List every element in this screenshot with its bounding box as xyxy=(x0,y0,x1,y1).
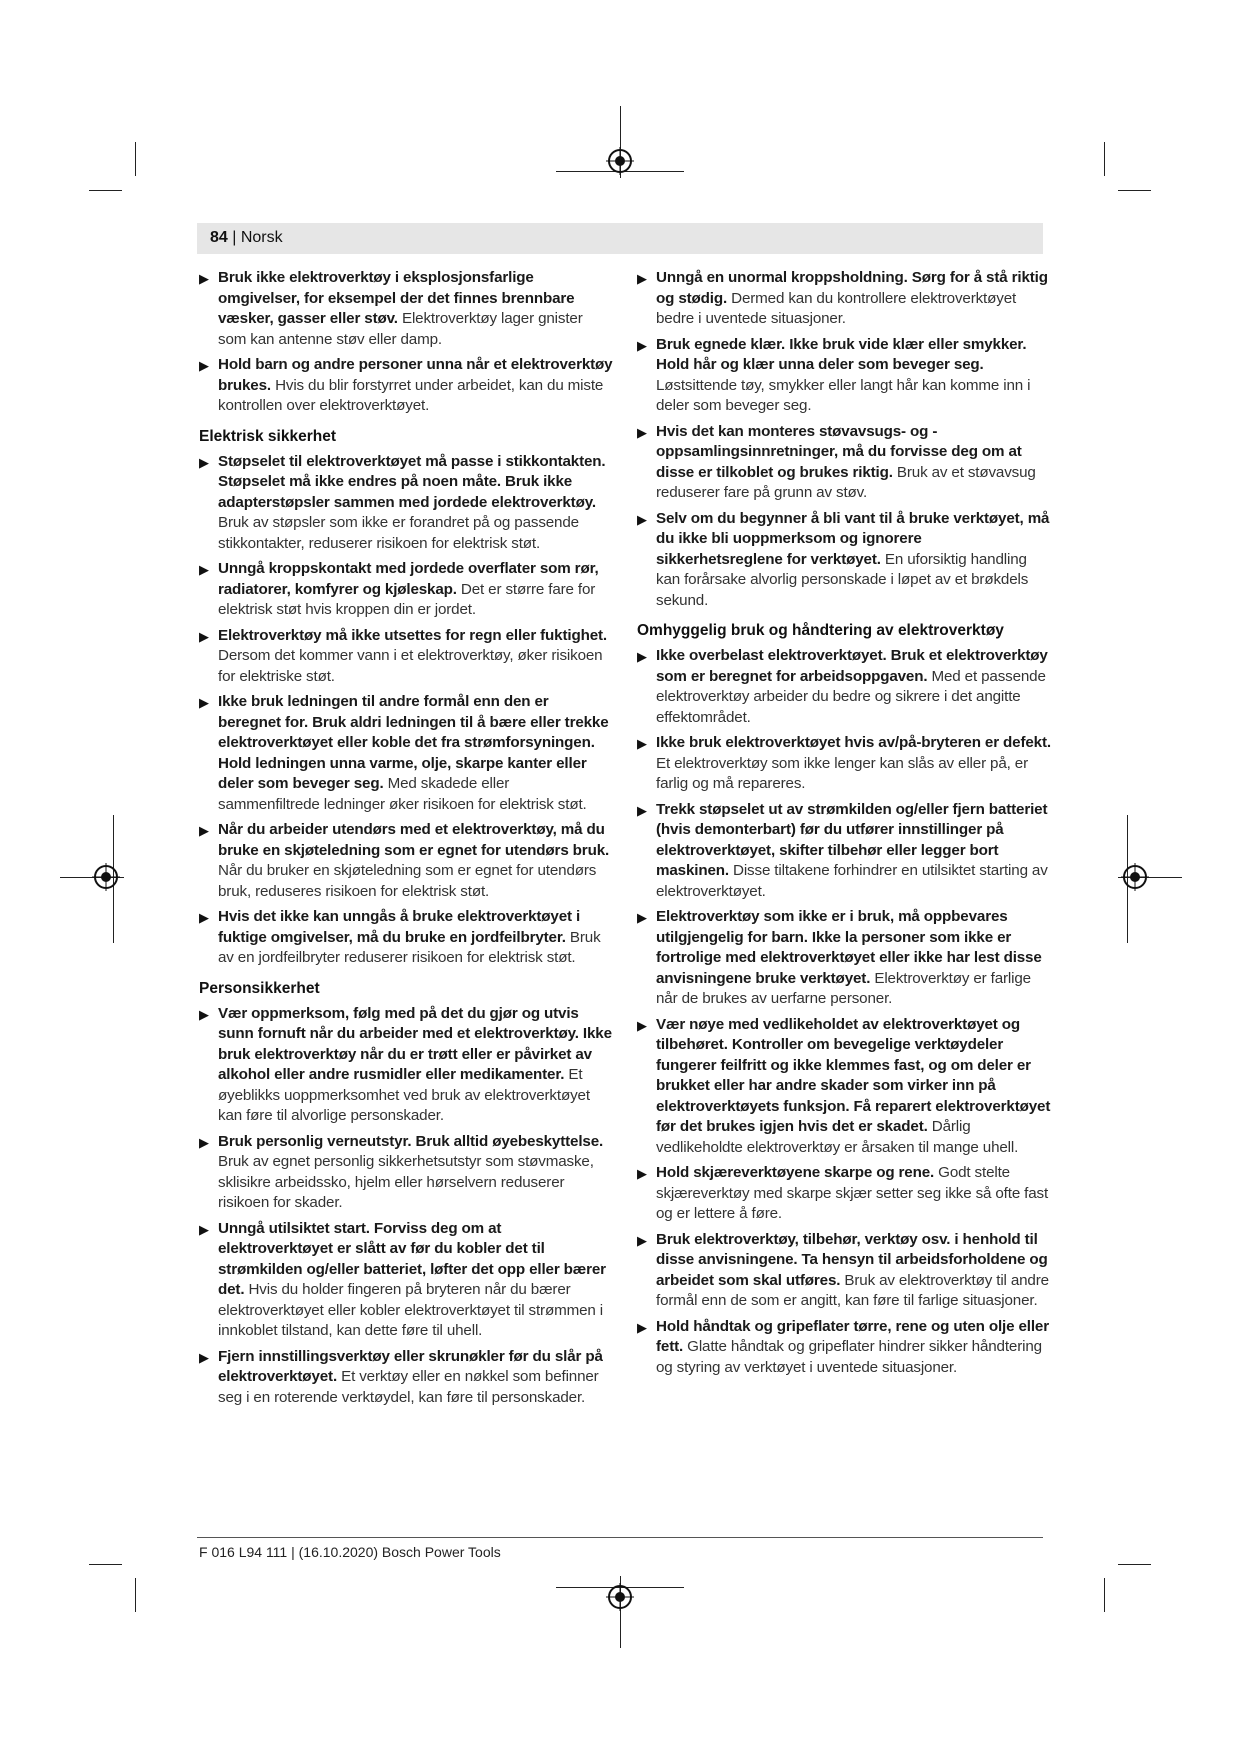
instruction-bold-text: Unngå en unormal kroppsholdning. Sørg for å stå riktig og stødig. xyxy=(656,269,1048,307)
instruction-explanation-text: Når du bruker en skjøteledning som er egnet for utendørs bruk, reduseres risikoen for elektrisk støt. xyxy=(218,862,597,900)
instruction-bold-text: Støpselet til elektroverktøyet må passe i stikkontakten. Støpselet må ikke endres på noen måte. Bruk ikke adapterstøpsler sammen med jordede elektroverktøy. xyxy=(218,452,606,511)
header-language: Norsk xyxy=(240,229,283,246)
instruction-bold-text: Bruk egnede klær. Ikke bruk vide klær eller smykker. Hold hår og klær unna deler som beveger seg. xyxy=(656,335,1027,373)
crop-mark xyxy=(1104,142,1105,176)
page-number: 84 xyxy=(210,229,228,246)
instruction-explanation-text: Hvis du blir forstyrret under arbeidet, kan du miste kontrollen over elektroverktøyet. xyxy=(218,376,604,414)
safety-instruction xyxy=(199,355,614,417)
instruction-bold-text: Ikke overbelast elektroverktøyet. Bruk et elektroverktøy som er beregnet for arbeidsoppgaven. xyxy=(656,647,1048,685)
bullet-arrow-icon: ▶ xyxy=(199,695,209,710)
bullet-arrow-icon: ▶ xyxy=(199,1134,209,1150)
page-header xyxy=(210,228,283,248)
left-column xyxy=(199,268,614,1413)
bullet-arrow-icon: ▶ xyxy=(199,1221,209,1237)
bullet-arrow-icon: ▶ xyxy=(199,358,209,373)
safety-instruction xyxy=(637,1163,1052,1225)
instruction-bold-text: Hold håndtak og gripeflater tørre, rene og uten olje eller fett. xyxy=(656,1317,1049,1355)
crop-mark xyxy=(1118,190,1151,191)
instruction-explanation-text: Et øyeblikks uoppmerksomhet ved bruk av elektroverktøyet kan føre til alvorlige personskader. xyxy=(218,1066,590,1124)
registration-target-icon xyxy=(92,863,120,891)
bullet-arrow-icon: ▶ xyxy=(637,511,647,527)
crop-mark xyxy=(135,142,136,176)
safety-instruction xyxy=(199,1347,614,1409)
safety-instruction xyxy=(199,820,614,902)
crop-mark xyxy=(89,1564,122,1565)
instruction-bold-text: Vær oppmerksom, følg med på det du gjør og utvis sunn fornuft når du arbeider med et elektroverktøy. Ikke bruk elektroverktøy når du er trøtt eller er påvirket av alkohol eller andre rusmidler eller medikamenter. xyxy=(218,1004,612,1083)
instruction-explanation-text: Et elektroverktøy som ikke lenger kan slås av eller på, er farlig og må repareres. xyxy=(656,754,1028,792)
bullet-arrow-icon: ▶ xyxy=(637,910,647,925)
instruction-explanation-text: Med et passende elektroverktøy arbeider du bedre og sikrere i det angitte effektområdet. xyxy=(656,667,1046,726)
bullet-arrow-icon: ▶ xyxy=(637,1319,647,1335)
instruction-explanation-text: Løstsittende tøy, smykker eller langt hår kan komme inn i deler som beveger seg. xyxy=(656,376,1031,414)
instruction-explanation-text: Bruk av et støvavsug reduserer fare på grunn av støv. xyxy=(656,463,1036,501)
bullet-arrow-icon: ▶ xyxy=(637,1232,647,1248)
instruction-explanation-text: Det er større fare for elektrisk støt hvis kroppen din er jordet. xyxy=(218,580,596,618)
instruction-bold-text: Unngå kroppskontakt med jordede overflater som rør, radiatorer, komfyrer og kjøleskap. xyxy=(218,560,599,598)
safety-instruction xyxy=(199,1219,614,1342)
bullet-arrow-icon: ▶ xyxy=(199,454,209,470)
section-heading: Elektrisk sikkerhet xyxy=(199,427,337,445)
bullet-arrow-icon: ▶ xyxy=(199,271,209,286)
instruction-explanation-text: Godt stelte skjæreverktøy med skarpe skjær setter seg ikke så ofte fast og er lettere å føre. xyxy=(656,1164,1049,1222)
crop-mark xyxy=(89,190,122,191)
right-column xyxy=(637,268,1052,1383)
instruction-explanation-text: Bruk av støpsler som ikke er forandret på og passende stikkontakter, reduserer risikoen for elektrisk støt. xyxy=(218,514,579,552)
instruction-bold-text: Bruk personlig verneutstyr. Bruk alltid øyebeskyttelse. xyxy=(218,1132,604,1150)
instruction-explanation-text: Elektroverktøy er farlige når de brukes av uerfarne personer. xyxy=(656,969,1031,1007)
instruction-explanation-text: Dermed kan du kontrollere elektroverktøyet bedre i uventede situasjoner. xyxy=(656,289,1017,327)
instruction-bold-text: Fjern innstillingsverktøy eller skrunøkler før du slår på elektroverktøyet. xyxy=(218,1347,603,1385)
page-footer: F 016 L94 111 | (16.10.2020) Bosch Power Tools xyxy=(199,1544,501,1560)
footer-rule xyxy=(197,1537,1043,1538)
instruction-bold-text: Trekk støpselet ut av strømkilden og/eller fjern batteriet (hvis demonterbart) før du utfører innstillinger på elektroverktøyet, skifter tilbehør eller legger bort maskinen. xyxy=(656,800,1048,879)
instruction-bold-text: Hvis det ikke kan unngås å bruke elektroverktøyet i fuktige omgivelser, må du bruke en jordfeilbryter. xyxy=(218,908,581,946)
instruction-bold-text: Selv om du begynner å bli vant til å bruke verktøyet, må du ikke bli uoppmerksom og ignorere sikkerhetsreglene for verktøyet. xyxy=(656,509,1050,568)
safety-instruction xyxy=(637,1015,1052,1159)
instruction-bold-text: Ikke bruk elektroverktøyet hvis av/på-bryteren er defekt. xyxy=(656,734,1051,751)
bullet-arrow-icon: ▶ xyxy=(637,649,647,664)
bullet-arrow-icon: ▶ xyxy=(199,1006,209,1022)
bullet-arrow-icon: ▶ xyxy=(637,337,647,353)
instruction-explanation-text: Bruk av en jordfeilbryter reduserer risikoen for elektrisk støt. xyxy=(218,928,601,966)
instruction-explanation-text: Hvis du holder fingeren på bryteren når du bærer elektroverktøyet eller kobler elektroverktøyet til strømmen i innkoblet tilstand, kan dette føre til uhell. xyxy=(218,1281,603,1339)
bullet-arrow-icon: ▶ xyxy=(637,1017,647,1033)
instruction-explanation-text: Glatte håndtak og gripeflater hindrer sikker håndtering og styring av verktøyet i uventede situasjoner. xyxy=(656,1338,1042,1376)
page-header-bar xyxy=(197,223,1043,254)
bullet-arrow-icon: ▶ xyxy=(199,562,209,577)
safety-instruction xyxy=(199,1004,614,1127)
instruction-explanation-text: Med skadede eller sammenfiltrede ledninger øker risikoen for elektrisk støt. xyxy=(218,775,587,813)
instruction-explanation-text: Et verktøy eller en nøkkel som befinner seg i en roterende verktøydel, kan føre til personskader. xyxy=(218,1368,599,1406)
bullet-arrow-icon: ▶ xyxy=(199,1349,209,1365)
instruction-explanation-text: Disse tiltakene forhindrer en utilsiktet starting av elektroverktøyet. xyxy=(656,862,1048,900)
registration-target-icon xyxy=(1121,863,1149,891)
safety-instruction xyxy=(199,907,614,969)
instruction-bold-text: Vær nøye med vedlikeholdet av elektroverktøyet og tilbehøret. Kontroller om bevegelige verktøydeler fungerer feilfritt og ikke klemmes fast, og om deler er brukket eller har andre skader som virker inn på elektroverktøyets funksjon. Få reparert elektroverktøyet før det brukes igjen hvis det er skadet. xyxy=(656,1015,1051,1135)
instruction-explanation-text: Bruk av egnet personlig sikkerhetsutstyr som støvmaske, sklisikre arbeidssko, hjelm eller hørselvern reduserer risikoen for skader. xyxy=(218,1153,594,1211)
instruction-bold-text: Hold skjæreverktøyene skarpe og rene. xyxy=(656,1164,935,1181)
safety-instruction xyxy=(199,559,614,621)
instruction-bold-text: Bruk elektroverktøy, tilbehør, verktøy osv. i henhold til disse anvisningene. Ta hensyn til arbeidsforholdene og arbeidet som skal utføres. xyxy=(656,1230,1048,1289)
registration-target-icon xyxy=(606,1583,634,1611)
safety-instruction xyxy=(637,800,1052,903)
bullet-arrow-icon: ▶ xyxy=(637,736,647,751)
bullet-arrow-icon: ▶ xyxy=(637,802,647,818)
safety-instruction xyxy=(199,1132,614,1214)
safety-instruction xyxy=(199,452,614,555)
safety-instruction xyxy=(199,626,614,688)
instruction-explanation-text: Elektroverktøy lager gnister som kan antenne støv eller damp. xyxy=(218,310,583,348)
bullet-arrow-icon: ▶ xyxy=(637,271,647,286)
instruction-bold-text: Hvis det kan monteres støvavsugs- og -oppsamlingsinnretninger, må du forvisse deg om at disse er tilkoblet og brukes riktig. xyxy=(656,422,1022,481)
safety-instruction xyxy=(199,692,614,815)
instruction-bold-text: Elektroverktøy må ikke utsettes for regn eller fuktighet. xyxy=(218,626,607,644)
crop-mark xyxy=(1104,1578,1105,1612)
instruction-bold-text: Når du arbeider utendørs med et elektroverktøy, må du bruke en skjøteledning som er egnet for utendørs bruk. xyxy=(218,821,610,859)
bullet-arrow-icon: ▶ xyxy=(199,628,209,644)
instruction-explanation-text: Dårlig vedlikeholdte elektroverktøy er årsaken til mange uhell. xyxy=(656,1118,1019,1156)
instruction-explanation-text: En uforsiktig handling kan forårsake alvorlig personskade i løpet av et brøkdels sekund. xyxy=(656,550,1029,609)
instruction-bold-text: Ikke bruk ledningen til andre formål enn den er beregnet for. Bruk aldri ledningen til å bære eller trekke elektroverktøyet eller koble det fra strømforsyningen. Hold ledningen unna varme, olje, skarpe kanter eller deler som beveger seg. xyxy=(218,693,609,792)
safety-instruction xyxy=(637,733,1052,795)
crop-mark xyxy=(135,1578,136,1612)
header-separator: | xyxy=(227,229,241,246)
instruction-bold-text: Unngå utilsiktet start. Forviss deg om at elektroverktøyet er slått av før du kobler det til strømkilden og/eller batteriet, løfter det opp eller bærer det. xyxy=(218,1219,606,1298)
safety-instruction xyxy=(637,1230,1052,1312)
crop-mark xyxy=(1118,1564,1151,1565)
instruction-bold-text: Bruk ikke elektroverktøy i eksplosjonsfarlige omgivelser, for eksempel der det finnes brennbare væsker, gasser eller støv. xyxy=(218,269,575,327)
section-heading: Personsikkerhet xyxy=(199,979,320,997)
safety-instruction xyxy=(637,268,1052,330)
bullet-arrow-icon: ▶ xyxy=(199,910,209,925)
section-heading: Omhyggelig bruk og håndtering av elektroverktøy xyxy=(637,622,1004,639)
bullet-arrow-icon: ▶ xyxy=(199,823,209,838)
bullet-arrow-icon: ▶ xyxy=(637,1166,647,1181)
safety-instruction xyxy=(637,907,1052,1010)
instruction-bold-text: Hold barn og andre personer unna når et elektroverktøy brukes. xyxy=(218,356,613,394)
instruction-bold-text: Elektroverktøy som ikke er i bruk, må oppbevares utilgjengelig for barn. Ikke la personer som ikke er fortrolige med elektroverktøyet eller ikke har lest disse anvisningene bruke verktøyet. xyxy=(656,908,1042,987)
registration-target-icon xyxy=(606,147,634,175)
safety-instruction xyxy=(637,509,1052,612)
safety-instruction xyxy=(637,646,1052,728)
bullet-arrow-icon: ▶ xyxy=(637,424,647,440)
instruction-explanation-text: Dersom det kommer vann i et elektroverktøy, øker risikoen for elektriske støt. xyxy=(218,647,603,685)
safety-instruction xyxy=(199,268,614,350)
safety-instruction xyxy=(637,335,1052,417)
safety-instruction xyxy=(637,422,1052,504)
safety-instruction xyxy=(637,1317,1052,1379)
instruction-explanation-text: Bruk av elektroverktøy til andre formål enn de som er angitt, kan føre til farlige situasjoner. xyxy=(656,1271,1049,1309)
